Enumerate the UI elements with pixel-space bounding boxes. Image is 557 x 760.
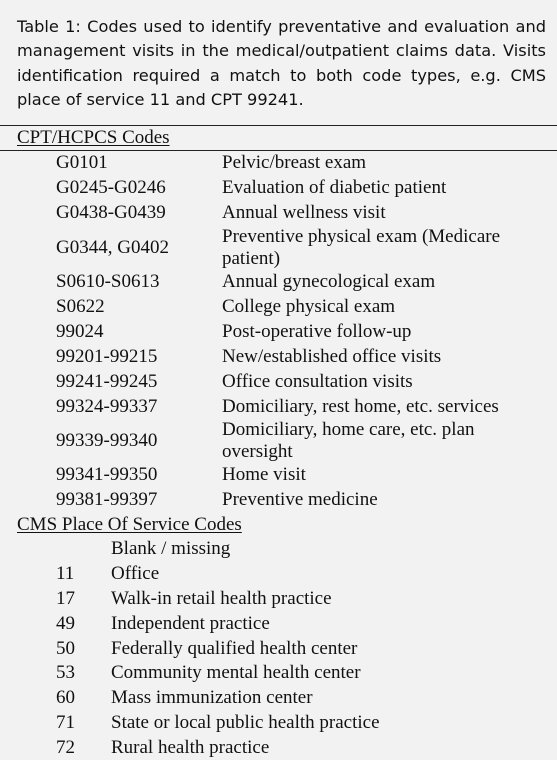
pos-table-row <box>0 711 557 736</box>
pos-description: Mass immunization center <box>111 687 313 709</box>
cpt-description: Evaluation of diabetic patient <box>222 177 447 199</box>
pos-code: 11 <box>56 563 75 585</box>
cpt-table-row <box>0 369 557 394</box>
cpt-description: Annual wellness visit <box>222 202 386 224</box>
cpt-table-row <box>0 295 557 320</box>
cpt-table-row <box>0 463 557 488</box>
cpt-table-row <box>0 488 557 513</box>
cpt-code: G0344, G0402 <box>56 236 169 258</box>
cpt-description: Preventive physical exam (Medicare patient) <box>222 225 501 269</box>
pos-code: 72 <box>56 736 75 758</box>
cpt-code: 99324-99337 <box>56 395 158 417</box>
cpt-code: 99341-99350 <box>56 464 158 486</box>
cpt-description: Domiciliary, rest home, etc. services <box>222 395 499 417</box>
cpt-code: 99381-99397 <box>56 489 158 511</box>
pos-table-row <box>0 537 557 562</box>
cpt-table-row <box>0 201 557 226</box>
cpt-code: 99024 <box>56 320 104 342</box>
pos-description: Independent practice <box>111 612 270 634</box>
pos-description: Community mental health center <box>111 662 361 684</box>
pos-table-row <box>0 611 557 636</box>
pos-description: State or local public health practice <box>111 712 380 734</box>
cpt-description: Office consultation visits <box>222 370 413 392</box>
place-of-service-heading: CMS Place Of Service Codes <box>17 513 242 535</box>
place-of-service-list <box>0 537 557 760</box>
cpt-code: G0438-G0439 <box>56 202 166 224</box>
cpt-code: S0622 <box>56 296 105 317</box>
cpt-table-row <box>0 226 557 270</box>
pos-code: 71 <box>56 712 75 734</box>
cpt-description: Post-operative follow-up <box>222 320 412 342</box>
pos-code: 53 <box>56 662 75 684</box>
cpt-table-row <box>0 419 557 463</box>
pos-description: Walk-in retail health practice <box>111 587 332 609</box>
pos-table-row <box>0 661 557 686</box>
pos-code: 60 <box>56 687 75 709</box>
cpt-code: 99339-99340 <box>56 430 158 452</box>
cpt-table-row <box>0 270 557 295</box>
cpt-description: Domiciliary, home care, etc. plan oversight <box>222 419 475 463</box>
pos-code: 49 <box>56 612 75 634</box>
cpt-code-list <box>0 151 557 513</box>
cpt-description: Home visit <box>222 464 306 486</box>
pos-table-row <box>0 686 557 711</box>
place-of-service-section <box>0 513 557 760</box>
pos-table-row <box>0 562 557 587</box>
pos-description: Federally qualified health center <box>111 637 358 659</box>
cpt-code: G0245-G0246 <box>56 177 166 199</box>
cpt-table-row <box>0 394 557 419</box>
pos-table-row <box>0 736 557 760</box>
cpt-code: 99241-99245 <box>56 370 158 392</box>
cpt-description: College physical exam <box>222 296 396 317</box>
cpt-description: Pelvic/breast exam <box>222 152 367 174</box>
cpt-code: G0101 <box>56 152 108 174</box>
cpt-table-row <box>0 319 557 344</box>
cpt-description: New/established office visits <box>222 345 442 367</box>
pos-description: Blank / missing <box>111 538 231 560</box>
cpt-table-row <box>0 176 557 201</box>
pos-code: 17 <box>56 587 75 609</box>
cpt-description: Annual gynecological exam <box>222 271 436 293</box>
pos-description: Rural health practice <box>111 736 270 758</box>
cpt-code: S0610-S0613 <box>56 271 160 293</box>
cpt-description: Preventive medicine <box>222 489 378 511</box>
cpt-hcpcs-section <box>0 126 557 513</box>
cpt-table-row <box>0 151 557 176</box>
pos-description: Office <box>111 563 160 585</box>
pos-table-row <box>0 636 557 661</box>
cpt-hcpcs-heading: CPT/HCPCS Codes <box>17 127 170 148</box>
pos-table-row <box>0 586 557 611</box>
cpt-code: 99201-99215 <box>56 345 158 367</box>
cpt-table-row <box>0 344 557 369</box>
table-caption: Table 1: Codes used to identify preventative and evaluation and management visits in the medical/outpatient claims data. Visits identification required a match to both code types, e.g. CMS place of service 11 and CPT 99241. <box>17 17 546 110</box>
pos-code: 50 <box>56 637 75 659</box>
